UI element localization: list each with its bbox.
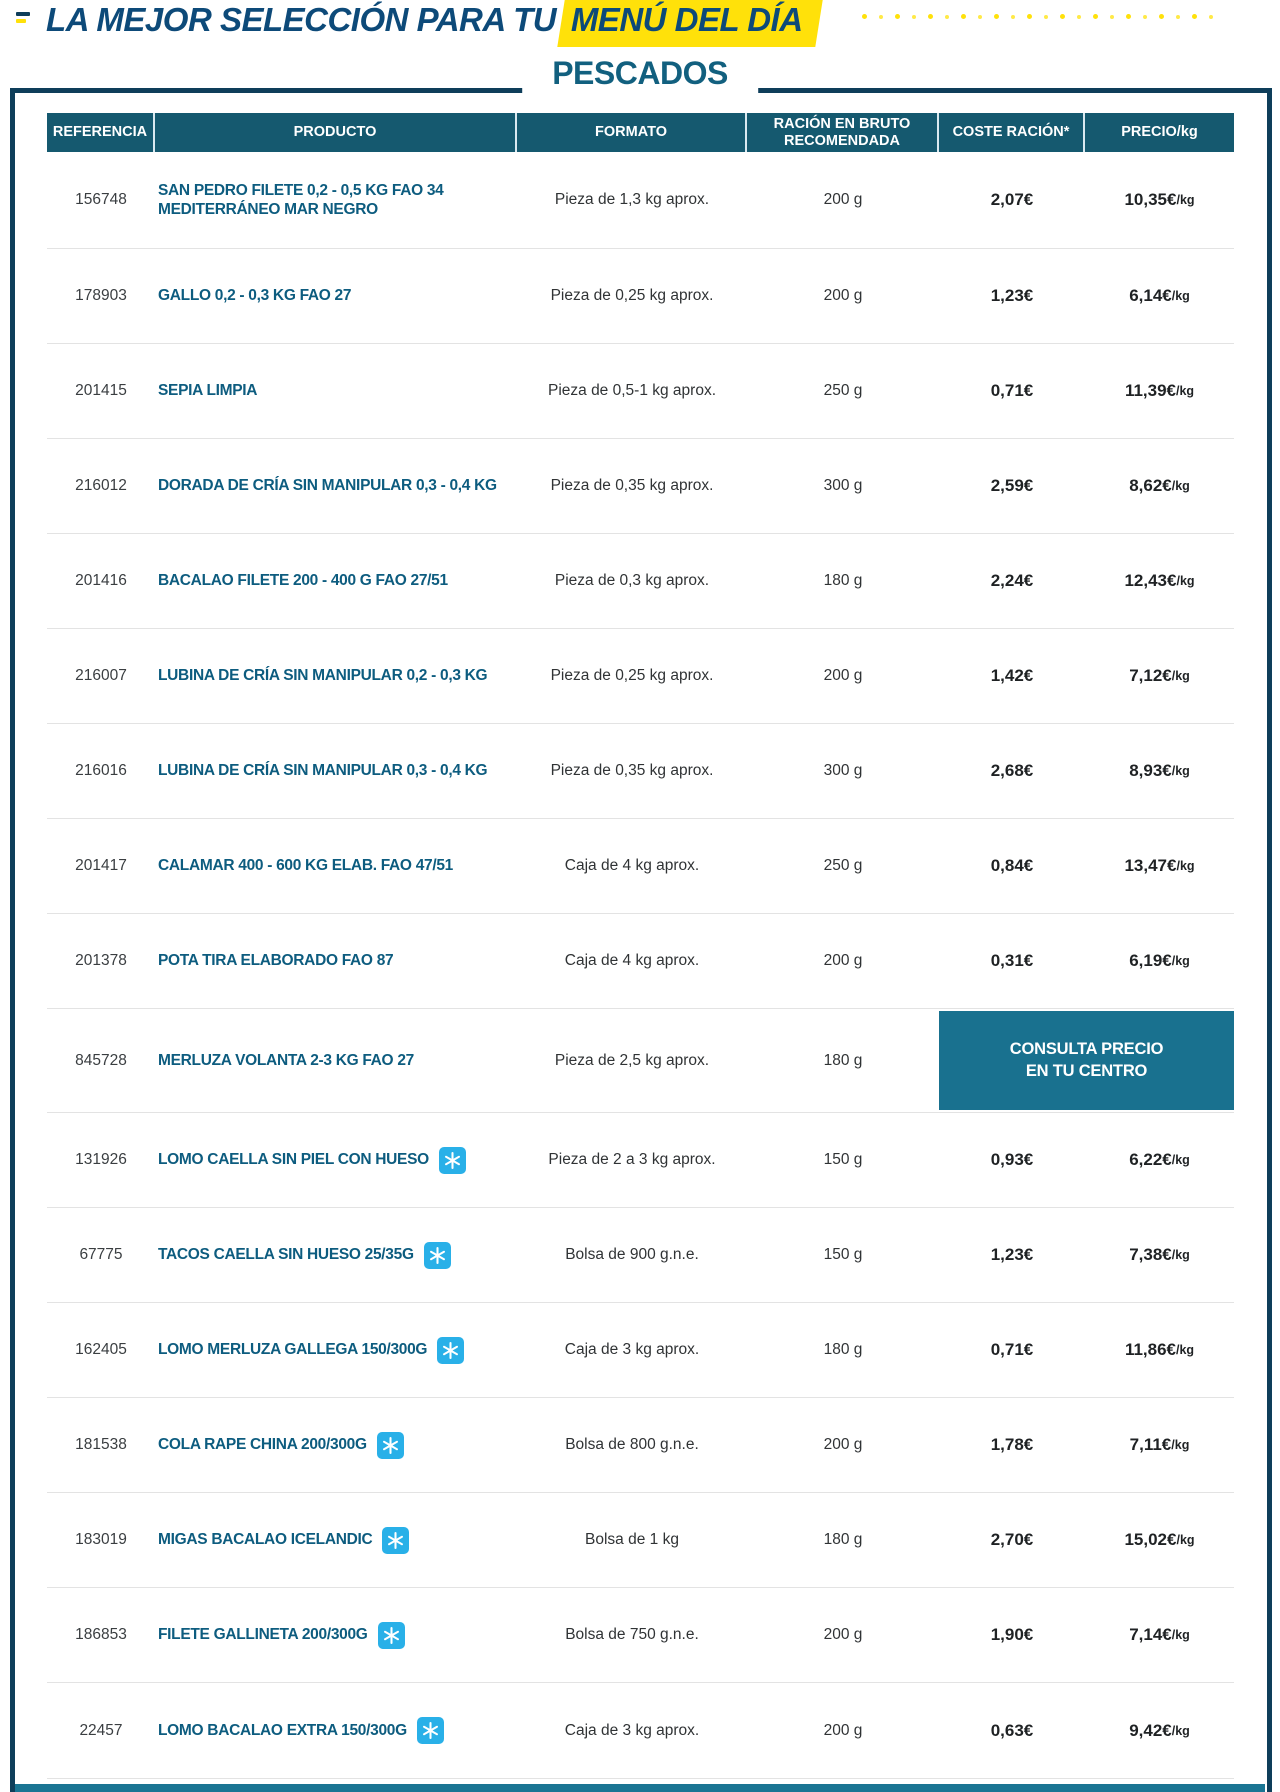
snowflake-icon bbox=[378, 1622, 405, 1649]
yellow-dot bbox=[1027, 14, 1032, 19]
portion-cell: 150 g bbox=[823, 1151, 863, 1168]
reference-cell: 201378 bbox=[75, 952, 127, 969]
product-name: LUBINA DE CRÍA SIN MANIPULAR 0,3 - 0,4 KG bbox=[158, 762, 488, 780]
reference-cell: 201417 bbox=[75, 857, 127, 874]
product-cell bbox=[155, 724, 517, 818]
column-header-coste: COSTE RACIÓN* bbox=[939, 113, 1085, 152]
banner-text: LA MEJOR SELECCIÓN PARA TU bbox=[46, 1, 557, 38]
section-title: PESCADOS bbox=[522, 53, 758, 98]
price-per-kg-cell: 12,43€ /kg bbox=[1124, 571, 1195, 590]
table-row bbox=[47, 724, 1234, 819]
menu-icon bbox=[16, 12, 32, 26]
yellow-dot bbox=[961, 14, 966, 19]
portion-cost-cell: 0,71€ bbox=[990, 381, 1034, 400]
product-name: SEPIA LIMPIA bbox=[158, 382, 258, 400]
snowflake-icon bbox=[439, 1147, 466, 1174]
table-row bbox=[47, 1113, 1234, 1208]
products-table bbox=[47, 113, 1234, 1779]
product-name: COLA RAPE CHINA 200/300G bbox=[158, 1436, 367, 1454]
portion-cost-cell: 2,68€ bbox=[990, 761, 1034, 780]
format-cell: Caja de 3 kg aprox. bbox=[564, 1341, 700, 1358]
price-per-kg-cell: 10,35€ /kg bbox=[1124, 190, 1195, 209]
consulta-line1: CONSULTA PRECIO bbox=[1009, 1040, 1164, 1059]
reference-cell: 183019 bbox=[75, 1531, 127, 1548]
portion-cell: 250 g bbox=[823, 382, 863, 399]
snowflake-icon bbox=[382, 1527, 409, 1554]
portion-cell: 150 g bbox=[823, 1246, 863, 1263]
format-cell: Bolsa de 1 kg bbox=[585, 1531, 679, 1548]
product-cell bbox=[155, 1113, 517, 1207]
product-cell bbox=[155, 819, 517, 913]
portion-cell: 200 g bbox=[823, 1626, 863, 1643]
price-per-kg-cell: 7,38€ /kg bbox=[1129, 1245, 1190, 1264]
column-header-formato: FORMATO bbox=[517, 113, 747, 152]
portion-cost-cell: 0,63€ bbox=[990, 1720, 1034, 1740]
price-per-kg-cell: 15,02€ /kg bbox=[1124, 1530, 1195, 1549]
product-name: MIGAS BACALAO ICELANDIC bbox=[158, 1531, 373, 1549]
table-row bbox=[47, 534, 1234, 629]
table-row bbox=[47, 439, 1234, 534]
product-cell bbox=[155, 1588, 517, 1682]
format-cell: Pieza de 0,25 kg aprox. bbox=[550, 667, 714, 684]
portion-cell: 200 g bbox=[823, 667, 863, 684]
yellow-dot bbox=[1143, 15, 1147, 19]
yellow-dot bbox=[1176, 15, 1180, 19]
yellow-dot bbox=[912, 15, 916, 19]
table-row bbox=[47, 1009, 1234, 1113]
reference-cell: 216007 bbox=[75, 667, 127, 684]
format-cell: Bolsa de 800 g.n.e. bbox=[565, 1436, 699, 1453]
price-per-kg-cell: 9,42€ /kg bbox=[1129, 1720, 1190, 1740]
yellow-dot bbox=[1209, 15, 1213, 19]
portion-cell: 300 g bbox=[823, 477, 863, 494]
yellow-dot bbox=[1110, 15, 1114, 19]
product-name: SAN PEDRO FILETE 0,2 - 0,5 KG FAO 34 MEDITERRÁNEO MAR NEGRO bbox=[158, 181, 444, 218]
product-name: FILETE GALLINETA 200/300G bbox=[158, 1626, 368, 1644]
table-row bbox=[47, 249, 1234, 344]
portion-cost-cell: 2,70€ bbox=[990, 1530, 1034, 1549]
page-banner bbox=[46, 1, 809, 39]
format-cell: Pieza de 2 a 3 kg aprox. bbox=[548, 1151, 716, 1168]
price-per-kg-cell: 11,86€ /kg bbox=[1124, 1340, 1195, 1359]
portion-cost-cell: 2,24€ bbox=[990, 571, 1034, 590]
portion-cost-cell: 0,71€ bbox=[990, 1340, 1034, 1359]
column-header-racion: RACIÓN EN BRUTO RECOMENDADA bbox=[747, 113, 939, 152]
format-cell: Bolsa de 900 g.n.e. bbox=[565, 1246, 699, 1263]
format-cell: Pieza de 1,3 kg aprox. bbox=[554, 191, 710, 208]
product-name: DORADA DE CRÍA SIN MANIPULAR 0,3 - 0,4 KG bbox=[158, 477, 497, 495]
product-name: CALAMAR 400 - 600 KG ELAB. FAO 47/51 bbox=[158, 857, 453, 875]
table-row bbox=[47, 1303, 1234, 1398]
table-header-row bbox=[47, 113, 1234, 152]
product-cell bbox=[155, 1009, 517, 1112]
yellow-dot bbox=[945, 15, 949, 19]
table-row bbox=[47, 1208, 1234, 1303]
banner-highlight: MENÚ DEL DÍA bbox=[565, 1, 809, 38]
portion-cell: 180 g bbox=[823, 572, 863, 589]
product-cell bbox=[155, 152, 517, 248]
table-row bbox=[47, 819, 1234, 914]
product-name: POTA TIRA ELABORADO FAO 87 bbox=[158, 952, 394, 970]
reference-cell: 201415 bbox=[75, 382, 127, 399]
portion-cost-cell: 0,93€ bbox=[990, 1150, 1034, 1169]
product-name: LOMO CAELLA SIN PIEL CON HUESO bbox=[158, 1151, 429, 1169]
yellow-dot bbox=[862, 14, 867, 19]
reference-cell: 22457 bbox=[79, 1721, 123, 1739]
portion-cost-cell: 1,78€ bbox=[990, 1435, 1034, 1454]
portion-cost-cell: 1,90€ bbox=[990, 1625, 1034, 1644]
reference-cell: 216012 bbox=[75, 477, 127, 494]
product-name: BACALAO FILETE 200 - 400 G FAO 27/51 bbox=[158, 572, 448, 590]
reference-cell: 181538 bbox=[75, 1436, 127, 1453]
yellow-dot bbox=[1192, 14, 1197, 19]
portion-cell: 250 g bbox=[823, 857, 863, 874]
price-per-kg-cell: 7,12€ /kg bbox=[1129, 666, 1190, 685]
yellow-dot bbox=[1060, 14, 1065, 19]
product-cell bbox=[155, 1493, 517, 1587]
table-row bbox=[47, 914, 1234, 1009]
yellow-dot bbox=[1044, 15, 1048, 19]
table-row bbox=[47, 1398, 1234, 1493]
yellow-dot bbox=[895, 14, 900, 19]
column-header-precio: PRECIO/kg bbox=[1085, 113, 1234, 152]
reference-cell: 216016 bbox=[75, 762, 127, 779]
portion-cost-cell: 1,23€ bbox=[990, 1245, 1034, 1264]
yellow-dot bbox=[879, 15, 883, 19]
consulta-line2: EN TU CENTRO bbox=[1025, 1061, 1148, 1080]
portion-cell: 180 g bbox=[823, 1051, 863, 1069]
price-per-kg-cell: 7,14€ /kg bbox=[1129, 1625, 1190, 1644]
reference-cell: 178903 bbox=[75, 287, 127, 304]
yellow-dot bbox=[928, 14, 933, 19]
price-per-kg-cell: 8,93€ /kg bbox=[1129, 761, 1190, 780]
table-row bbox=[47, 344, 1234, 439]
product-cell bbox=[155, 1398, 517, 1492]
format-cell: Caja de 4 kg aprox. bbox=[564, 857, 700, 874]
yellow-dot bbox=[1159, 14, 1164, 19]
format-cell: Pieza de 0,35 kg aprox. bbox=[550, 762, 714, 779]
product-name: LUBINA DE CRÍA SIN MANIPULAR 0,2 - 0,3 KG bbox=[158, 667, 488, 685]
table-row bbox=[47, 152, 1234, 249]
product-cell bbox=[155, 534, 517, 628]
format-cell: Pieza de 0,25 kg aprox. bbox=[550, 287, 714, 304]
yellow-dot bbox=[1011, 15, 1015, 19]
product-cell bbox=[155, 1303, 517, 1397]
portion-cell: 200 g bbox=[823, 287, 863, 304]
product-name: LOMO MERLUZA GALLEGA 150/300G bbox=[158, 1341, 428, 1359]
reference-cell: 162405 bbox=[75, 1341, 127, 1358]
reference-cell: 845728 bbox=[75, 1051, 127, 1069]
yellow-dot bbox=[1093, 14, 1098, 19]
portion-cell: 200 g bbox=[823, 191, 863, 208]
product-cell bbox=[155, 1208, 517, 1302]
product-name: LOMO BACALAO EXTRA 150/300G bbox=[158, 1721, 407, 1739]
portion-cost-cell: 0,31€ bbox=[990, 951, 1034, 970]
product-name: GALLO 0,2 - 0,3 KG FAO 27 bbox=[158, 287, 352, 305]
portion-cell: 180 g bbox=[823, 1531, 863, 1548]
price-per-kg-cell: 6,19€ /kg bbox=[1129, 951, 1190, 970]
bottom-accent-bar bbox=[15, 1784, 1265, 1792]
price-per-kg-cell: 6,14€ /kg bbox=[1129, 286, 1190, 305]
product-cell bbox=[155, 439, 517, 533]
price-per-kg-cell: 11,39€ /kg bbox=[1124, 381, 1195, 400]
reference-cell: 67775 bbox=[79, 1246, 123, 1263]
column-header-producto: PRODUCTO bbox=[155, 113, 517, 152]
portion-cost-cell: 1,23€ bbox=[990, 286, 1034, 305]
product-cell bbox=[155, 1683, 517, 1778]
reference-cell: 156748 bbox=[75, 191, 127, 208]
table-body bbox=[47, 152, 1234, 1779]
table-row bbox=[47, 1588, 1234, 1683]
yellow-dot bbox=[994, 14, 999, 19]
format-cell: Pieza de 0,3 kg aprox. bbox=[554, 572, 710, 589]
product-cell bbox=[155, 914, 517, 1008]
format-cell: Caja de 3 kg aprox. bbox=[564, 1721, 700, 1739]
product-cell bbox=[155, 344, 517, 438]
format-cell: Bolsa de 750 g.n.e. bbox=[565, 1626, 699, 1643]
yellow-dot bbox=[1126, 14, 1131, 19]
portion-cell: 200 g bbox=[823, 1721, 863, 1739]
reference-cell: 201416 bbox=[75, 572, 127, 589]
column-header-referencia: REFERENCIA bbox=[47, 113, 155, 152]
price-per-kg-cell: 13,47€ /kg bbox=[1124, 856, 1195, 875]
portion-cost-cell: 1,42€ bbox=[990, 666, 1034, 685]
dotted-divider bbox=[862, 14, 1213, 19]
format-cell: Pieza de 0,35 kg aprox. bbox=[550, 477, 714, 494]
reference-cell: 131926 bbox=[75, 1151, 127, 1168]
snowflake-icon bbox=[377, 1432, 404, 1459]
product-name: MERLUZA VOLANTA 2-3 KG FAO 27 bbox=[158, 1051, 414, 1069]
price-per-kg-cell: 7,11€ /kg bbox=[1129, 1435, 1190, 1454]
portion-cell: 200 g bbox=[823, 952, 863, 969]
snowflake-icon bbox=[424, 1242, 451, 1269]
table-row bbox=[47, 1683, 1234, 1779]
format-cell: Pieza de 2,5 kg aprox. bbox=[554, 1051, 710, 1069]
yellow-dot bbox=[1077, 15, 1081, 19]
table-row bbox=[47, 629, 1234, 724]
snowflake-icon bbox=[437, 1337, 464, 1364]
portion-cell: 200 g bbox=[823, 1436, 863, 1453]
format-cell: Pieza de 0,5-1 kg aprox. bbox=[547, 382, 717, 399]
product-cell bbox=[155, 629, 517, 723]
portion-cost-cell: 2,07€ bbox=[990, 190, 1034, 209]
portion-cost-cell: 0,84€ bbox=[990, 856, 1034, 875]
price-per-kg-cell: 8,62€ /kg bbox=[1129, 476, 1190, 495]
yellow-dot bbox=[978, 15, 982, 19]
portion-cell: 180 g bbox=[823, 1341, 863, 1358]
consulta-precio-banner bbox=[939, 1011, 1234, 1110]
portion-cell: 300 g bbox=[823, 762, 863, 779]
snowflake-icon bbox=[417, 1717, 444, 1744]
price-per-kg-cell: 6,22€ /kg bbox=[1129, 1150, 1190, 1169]
product-name: TACOS CAELLA SIN HUESO 25/35G bbox=[158, 1246, 414, 1264]
portion-cost-cell: 2,59€ bbox=[990, 476, 1034, 495]
table-row bbox=[47, 1493, 1234, 1588]
format-cell: Caja de 4 kg aprox. bbox=[564, 952, 700, 969]
product-cell bbox=[155, 249, 517, 343]
reference-cell: 186853 bbox=[75, 1626, 127, 1643]
